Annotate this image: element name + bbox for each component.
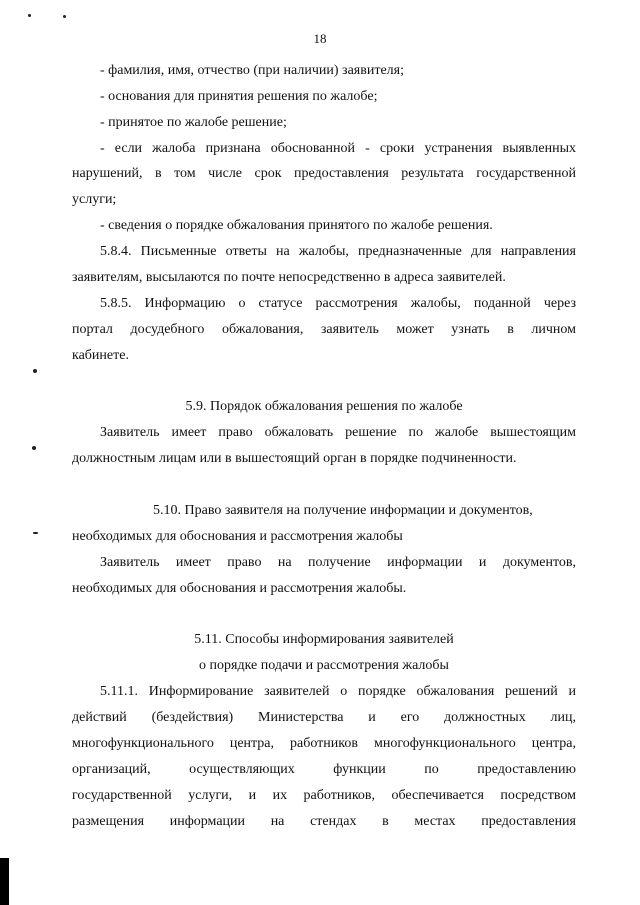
text-line: нарушений, в том числе срок предоставления результата государственной (72, 166, 576, 181)
section-heading: 5.11. Способы информирования заявителей (194, 632, 454, 647)
section-heading: о порядке подачи и рассмотрения жалобы (199, 658, 449, 673)
text-line: - фамилия, имя, отчество (при наличии) заявителя; (100, 63, 404, 78)
text-line: - основания для принятия решения по жалобе; (100, 89, 378, 104)
section-heading: 5.9. Порядок обжалования решения по жалобе (185, 399, 463, 414)
scan-speck (33, 369, 37, 373)
text-line: многофункционального центра, работников многофункционального центра, (72, 736, 576, 751)
scan-speck (33, 532, 38, 534)
scan-speck (28, 14, 31, 17)
text-line: услуги; (72, 192, 117, 207)
text-line: государственной услуги, и их работников, обеспечивается посредством (72, 788, 576, 803)
text-line: действий (бездействия) Министерства и его должностных лиц, (72, 710, 576, 725)
section-heading: 5.10. Право заявителя на получение информации и документов, (153, 503, 533, 518)
scan-edge-bar (0, 858, 9, 905)
text-line: кабинете. (72, 348, 129, 363)
text-line: - принятое по жалобе решение; (100, 115, 287, 130)
text-line: - сведения о порядке обжалования принятого по жалобе решения. (100, 218, 493, 233)
text-line: необходимых для обоснования и рассмотрения жалобы. (72, 581, 407, 596)
text-line: размещения информации на стендах в местах предоставления (72, 814, 576, 829)
scan-speck (32, 446, 36, 450)
text-line: - если жалоба признана обоснованной - сроки устранения выявленных (100, 141, 576, 156)
text-line: портал досудебного обжалования, заявитель может узнать в личном (72, 322, 576, 337)
section-heading: необходимых для обоснования и рассмотрения жалобы (72, 529, 403, 544)
scan-speck (63, 15, 66, 18)
text-line: Заявитель имеет право на получение информации и документов, (100, 555, 576, 570)
text-line: 5.8.4. Письменные ответы на жалобы, предназначенные для направления (100, 244, 576, 259)
text-line: Заявитель имеет право обжаловать решение по жалобе вышестоящим (100, 425, 576, 440)
text-line: организаций, осуществляющих функции по предоставлению (72, 762, 576, 777)
text-line: должностным лицам или в вышестоящий орган в порядке подчиненности. (72, 451, 517, 466)
text-line: 5.11.1. Информирование заявителей о порядке обжалования решений и (100, 684, 576, 699)
text-line: 5.8.5. Информацию о статусе рассмотрения жалобы, поданной через (100, 296, 576, 311)
text-line: заявителям, высылаются по почте непосредственно в адреса заявителей. (72, 270, 506, 285)
page-number: 18 (313, 31, 327, 46)
